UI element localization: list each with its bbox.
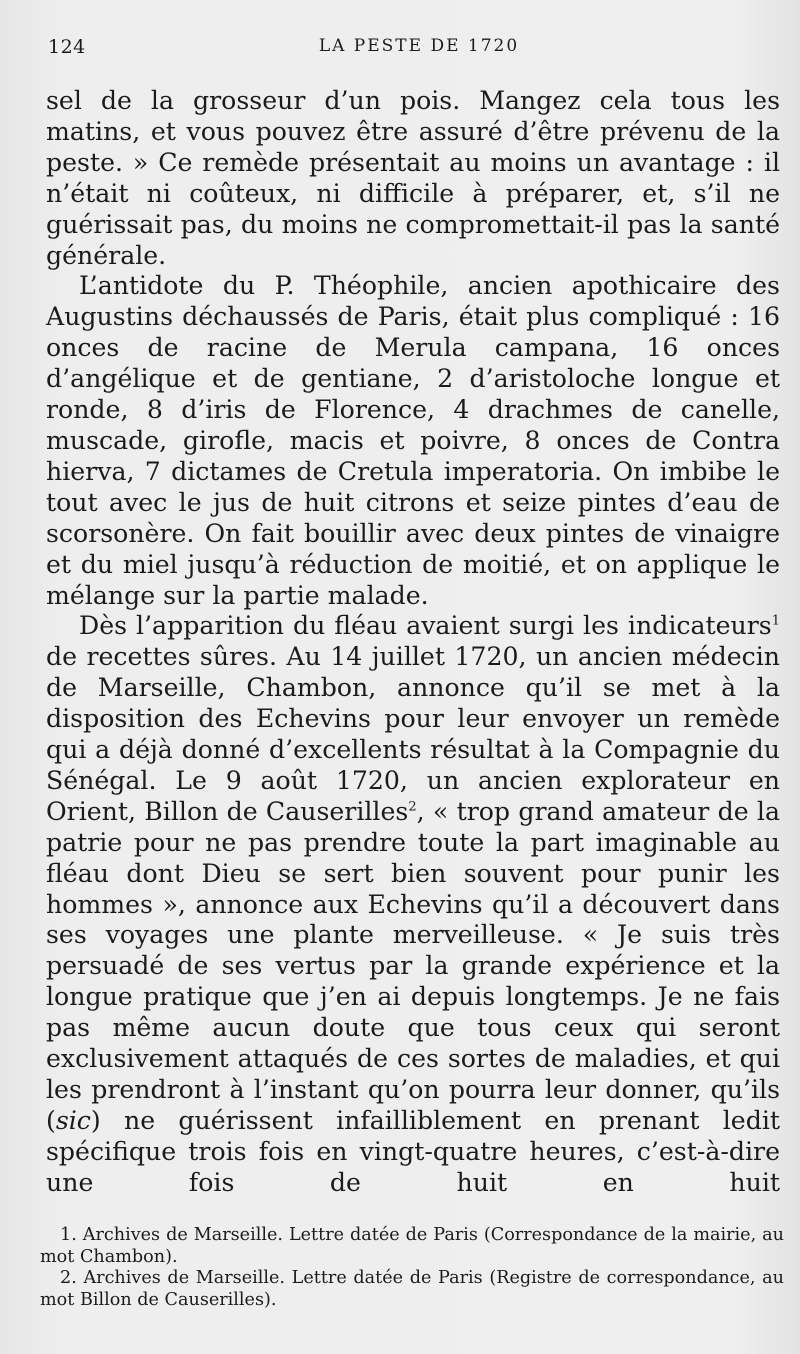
paragraph-3-text-a: Dès l’apparition du fléau avaient surgi les indicateurs: [79, 611, 772, 641]
paragraph-3-text-c: , « trop grand amateur de la patrie pour ne pas prendre toute la part imaginable au fléau dont Dieu se sert bien souvent pour punir les hommes », annonce aux Echevins qu’il a découvert dans ses voyages une plante merveilleuse. « Je suis très persuadé de ses vertus par la grande expérience et la longue pratique que j’en ai depuis longtemps. Je ne fais pas même aucun doute que tous ceux qui seront exclusivement attaqués de ces sortes de maladies, et qui les prendront à l’instant qu’on pourra leur donner, qu’ils (: [46, 796, 780, 1135]
paragraph-2: L’antidote du P. Théophile, ancien apothicaire des Augustins déchaussés de Paris, était plus compliqué : 16 onces de racine de Merula campana, 16 onces d’angélique et de gentiane, 2 d’aristoloche longue et ronde, 8 d’iris de Florence, 4 drachmes de canelle, muscade, girofle, macis et poivre, 8 onces de Contra hierva, 7 dictames de Cretula imperatoria. On imbibe le tout avec le jus de huit citrons et seize pintes d’eau de scorsonère. On fait bouillir avec deux pintes de vinaigre et du miel jusqu’à réduction de moitié, et on applique le mélange sur la partie malade.: [46, 271, 780, 610]
sic-marker: sic: [55, 1105, 91, 1135]
paragraph-3: [46, 611, 780, 1198]
paragraph-3-text-b: de recettes sûres. Au 14 juillet 1720, un ancien médecin de Marseille, Chambon, annonce qu’il se met à la disposition des Echevins pour leur envoyer un remède qui a déjà donné d’excellents résultat à la Compagnie du Sénégal. Le 9 août 1720, un ancien explorateur en Orient, Billon de Causerilles: [46, 642, 780, 826]
paragraph-1: sel de la grosseur d’un pois. Mangez cela tous les matins, et vous pouvez être assuré d’être prévenu de la peste. » Ce remède présentait au moins un avantage : il n’était ni coûteux, ni difficile à préparer, et, s’il ne guérissait pas, du moins ne compromettait-il pas la santé générale.: [46, 86, 780, 270]
footnote-1: 1. Archives de Marseille. Lettre datée de Paris (Correspondance de la mairie, au mot Chambon).: [40, 1225, 784, 1267]
page-header: [48, 36, 760, 66]
footnote-ref-1: 1: [771, 614, 780, 630]
footnote-ref-2: 2: [408, 799, 417, 815]
footnotes: [40, 1225, 784, 1311]
page-number: 124: [48, 36, 86, 58]
footnote-2: 2. Archives de Marseille. Lettre datée de Paris (Registre de correspondance, au mot Billon de Causerilles).: [40, 1268, 784, 1310]
running-title: LA PESTE DE 1720: [318, 36, 520, 56]
paragraph-3-text-d: ) ne guérissent infailliblement en prenant ledit spécifique trois fois en vingt-quatre heures, c’est-à-dire une fois de huit en huit: [46, 1105, 780, 1197]
body-text: [46, 86, 780, 1199]
